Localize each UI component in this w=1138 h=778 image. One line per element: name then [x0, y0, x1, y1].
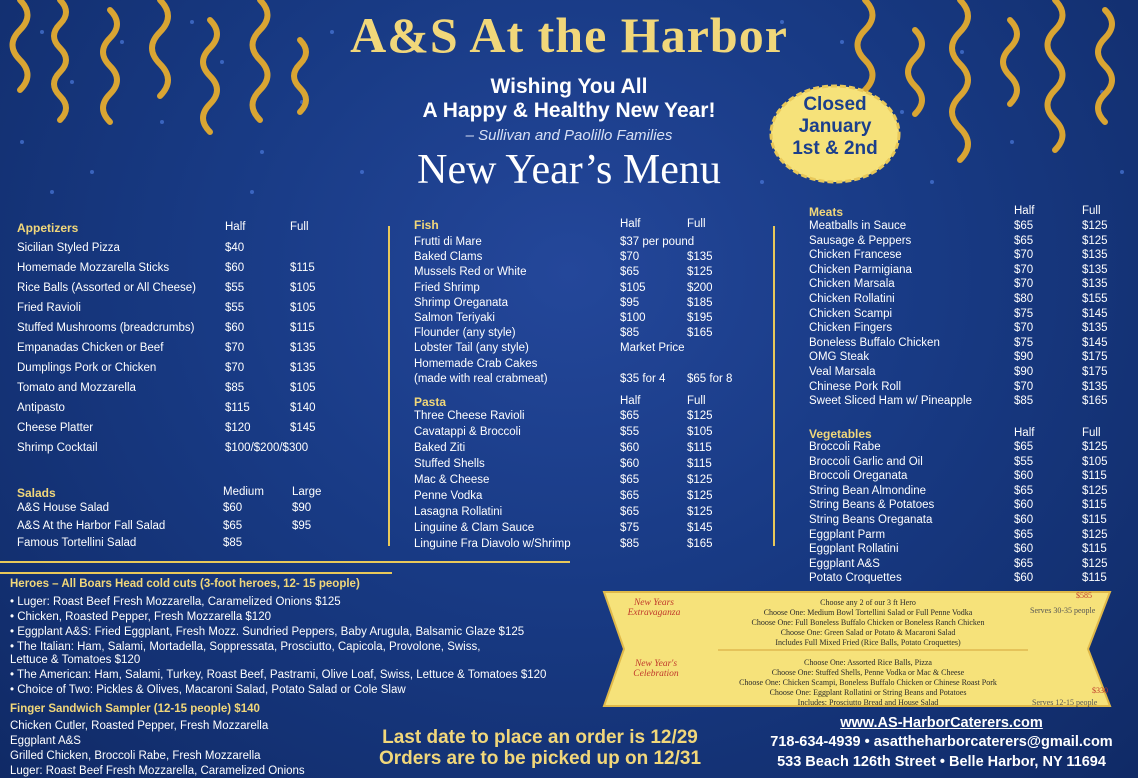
item-name: Linguine Fra Diavolo w/Shrimp [414, 538, 571, 550]
item-name: Broccoli Rabe [809, 441, 881, 453]
item-price-half: $85 [620, 327, 640, 340]
hero-line: Lettuce & Tomatoes $120 [10, 654, 141, 666]
item-price-half: Market Price [620, 342, 685, 355]
package-line: Choose One: Eggplant Rollatini or String Beans and Potatoes [769, 688, 967, 697]
item-price-half: $65 [1014, 441, 1034, 453]
item-price-half: $105 [620, 281, 646, 294]
item-price-full: $115 [687, 458, 712, 470]
appetizers-title: Appetizers [17, 221, 79, 235]
pasta-column-header: Half [620, 395, 641, 407]
sampler-line: Eggplant A&S [10, 735, 81, 747]
vegetables-column-header: Full [1082, 427, 1101, 439]
hero-line: • Luger: Roast Beef Fresh Mozzarella, Caramelized Onions $125 [10, 596, 341, 608]
item-name: Famous Tortellini Salad [17, 537, 137, 549]
item-price-half: $70 [1014, 263, 1034, 276]
item-name: A&S At the Harbor Fall Salad [17, 519, 166, 532]
item-price-half: $65 [223, 519, 243, 532]
package-line: Choose One: Stuffed Shells, Penne Vodka or Mac & Cheese [771, 668, 965, 677]
item-name: Lobster Tail (any style) [414, 342, 529, 355]
pasta-column-header: Full [687, 395, 706, 407]
item-price-full: $105 [290, 302, 316, 314]
item-price-full: $105 [290, 382, 316, 394]
item-price-half: $70 [225, 362, 245, 374]
item-price-full: $195 [687, 312, 713, 324]
item-price-half: $55 [225, 302, 245, 314]
item-price-full: $95 [292, 519, 312, 532]
item-name: Shrimp Oreganata [414, 296, 508, 309]
column-divider [773, 226, 775, 546]
item-name: Chicken Parmigiana [809, 263, 912, 276]
item-name: Dumplings Pork or Chicken [17, 362, 157, 374]
item-price-half: $65 [620, 410, 640, 422]
item-name: Cavatappi & Broccoli [414, 426, 521, 438]
section-divider [0, 561, 570, 563]
item-price-full: $115 [1082, 499, 1107, 512]
item-name: Chicken Fingers [809, 322, 893, 335]
item-price-half: $100/$200/$300 [225, 442, 309, 454]
fish-title: Fish [414, 218, 439, 232]
item-name: Chicken Scampi [809, 307, 893, 320]
item-price-half: $65 [1014, 234, 1034, 247]
extravaganza-serves: Serves 30-35 people [1030, 606, 1096, 615]
celebration-label: New Year's Celebration [633, 659, 679, 679]
item-price-full: $175 [1082, 366, 1108, 378]
hero-line: • Choice of Two: Pickles & Olives, Macaroni Salad, Potato Salad or Cole Slaw [10, 684, 406, 696]
item-price-full: $125 [687, 490, 713, 502]
item-name: String Bean Almondine [809, 484, 926, 497]
item-price-full: $125 [687, 266, 713, 279]
website-link[interactable]: www.AS-HarborCaterers.com [840, 715, 1043, 731]
item-price-full: $105 [687, 426, 713, 438]
item-price-half: $65 [620, 266, 640, 279]
meats-column-header: Half [1014, 205, 1035, 217]
item-price-half: $65 [620, 490, 640, 502]
heroes-title: Heroes – All Boars Head cold cuts (3-foot heroes, 12- 15 people) [10, 578, 360, 590]
item-price-half: $90 [1014, 366, 1034, 378]
item-price-half: $65 [1014, 557, 1034, 570]
item-name: String Beans & Potatoes [809, 499, 935, 512]
pickup-date: Orders are to be picked up on 12/31 [378, 748, 702, 769]
item-price-half: $60 [620, 458, 640, 470]
item-price-half: $95 [620, 296, 640, 309]
item-price-full: $125 [687, 410, 713, 422]
item-name: Salmon Teriyaki [414, 312, 495, 324]
item-price-half: $85 [1014, 395, 1034, 408]
item-name: Stuffed Shells [414, 458, 485, 470]
item-price-half: $70 [1014, 249, 1034, 262]
item-price-half: $115 [225, 402, 250, 414]
item-name: Broccoli Garlic and Oil [809, 455, 923, 468]
item-price-half: $35 for 4 [620, 372, 666, 385]
meats-column-header: Full [1082, 205, 1101, 217]
item-name: Tomato and Mozzarella [17, 382, 136, 394]
package-line: Choose One: Green Salad or Potato & Macaroni Salad [780, 628, 956, 637]
item-price-full: $125 [1082, 234, 1108, 247]
item-price-half: $60 [620, 442, 640, 454]
column-divider [388, 226, 390, 546]
item-price-half: $70 [620, 251, 640, 264]
item-price-full: $135 [1082, 278, 1108, 291]
closed-line-1: Closed [803, 94, 867, 115]
item-price-half: $70 [1014, 322, 1034, 335]
item-price-full: $145 [1082, 336, 1108, 349]
item-name: Chicken Marsala [809, 278, 895, 291]
item-price-full: $115 [290, 322, 315, 334]
item-price-full: $125 [1082, 484, 1108, 497]
extravaganza-price: $585 [1076, 591, 1092, 600]
item-name: Frutti di Mare [414, 236, 482, 248]
item-name: Penne Vodka [414, 490, 483, 502]
appetizers-column-header: Half [225, 221, 246, 233]
greeting-line-1: Wishing You All [490, 75, 648, 98]
sampler-line: Luger: Roast Beef Fresh Mozzarella, Caramelized Onions [10, 765, 305, 777]
item-price-half: $70 [225, 342, 245, 354]
item-price-full: $145 [290, 422, 316, 434]
item-price-full: $140 [290, 402, 316, 414]
item-name: Chinese Pork Roll [809, 380, 902, 393]
item-name: String Beans Oreganata [809, 514, 933, 526]
item-price-half: $40 [225, 242, 245, 254]
phone-email[interactable]: 718-634-4939 • asattheharborcaterers@gmail.com [770, 734, 1113, 750]
item-name: Veal Marsala [809, 366, 876, 378]
item-price-full: $115 [1082, 572, 1107, 585]
item-name: Fried Shrimp [414, 281, 480, 294]
item-price-half: $60 [1014, 572, 1034, 585]
item-price-half: $60 [1014, 514, 1034, 526]
item-price-half: $100 [620, 312, 646, 324]
item-price-half: $65 [1014, 484, 1034, 497]
item-price-half: $65 [620, 506, 640, 518]
item-price-half: $55 [225, 282, 245, 294]
item-price-full: $115 [1082, 543, 1107, 556]
item-name: Chicken Francese [809, 249, 902, 262]
fish-column-header: Full [687, 218, 706, 230]
item-price-half: $60 [1014, 543, 1034, 556]
item-price-full: $135 [290, 362, 316, 374]
item-price-full: $165 [687, 538, 713, 550]
item-price-full: $65 for 8 [687, 372, 733, 385]
item-price-full: $145 [687, 522, 713, 534]
item-price-full: $145 [1082, 307, 1108, 320]
package-line: Choose One: Chicken Scampi, Boneless Buffalo Chicken or Chinese Roast Pork [739, 678, 997, 687]
item-name: OMG Steak [809, 351, 870, 364]
item-price-half: $60 [1014, 499, 1034, 512]
item-price-full: $125 [1082, 441, 1108, 453]
item-price-half: $60 [1014, 470, 1034, 483]
closed-line-2: January [798, 116, 872, 137]
item-price-full: $105 [290, 282, 316, 294]
salads-column-header: Large [292, 486, 322, 498]
item-name: Eggplant A&S [809, 557, 880, 570]
item-price-full: $135 [1082, 263, 1108, 276]
item-price-half: $65 [1014, 220, 1034, 232]
item-price-full: $115 [290, 262, 315, 274]
pasta-title: Pasta [414, 395, 447, 409]
fish-column-header: Half [620, 218, 641, 230]
item-price-full: $105 [1082, 455, 1108, 468]
item-price-full: $175 [1082, 351, 1108, 364]
item-price-half: $85 [620, 538, 640, 550]
item-price-full: $135 [1082, 380, 1108, 393]
item-name: Empanadas Chicken or Beef [17, 342, 164, 354]
order-deadline: Last date to place an order is 12/29 [382, 727, 698, 748]
item-name: Stuffed Mushrooms (breadcrumbs) [17, 322, 195, 334]
package-line: Includes: Prosciutto Bread and House Salad [797, 698, 939, 707]
brand-name: A&S At the Harbor [350, 7, 788, 63]
item-price-full: $125 [1082, 557, 1108, 570]
item-name: (made with real crabmeat) [414, 372, 548, 385]
package-line: Choose One: Medium Bowl Tortellini Salad or Full Penne Vodka [763, 608, 973, 617]
item-price-full: $155 [1082, 293, 1108, 305]
item-price-half: $85 [225, 382, 245, 394]
item-price-full: $185 [687, 296, 713, 309]
item-name: Sausage & Peppers [809, 234, 912, 247]
item-price-full: $165 [1082, 395, 1108, 408]
closed-badge [768, 84, 902, 184]
vegetables-column-header: Half [1014, 427, 1035, 439]
item-name: Baked Clams [414, 251, 483, 264]
item-name: Fried Ravioli [17, 302, 81, 314]
item-name: Antipasto [17, 402, 65, 414]
item-price-half: $60 [225, 262, 245, 274]
item-name: Mac & Cheese [414, 474, 490, 486]
item-price-full: $135 [1082, 249, 1108, 262]
salads-column-header: Medium [223, 486, 264, 498]
hero-line: • Eggplant A&S: Fried Eggplant, Fresh Mozz. Sundried Peppers, Baby Arugula, Balsamic Glaze $125 [10, 626, 525, 638]
item-price-half: $90 [1014, 351, 1034, 364]
item-price-half: $75 [1014, 336, 1034, 349]
item-price-full: $125 [687, 506, 713, 518]
item-name: Potato Croquettes [809, 572, 902, 585]
item-price-half: $37 per pound [620, 236, 695, 248]
family-signature: – Sullivan and Paolillo Families [465, 127, 673, 144]
package-line: Includes Full Mixed Fried (Rice Balls, Potato Croquettes) [775, 638, 961, 647]
item-name: Cheese Platter [17, 422, 94, 434]
item-price-full: $125 [687, 474, 713, 486]
item-name: Flounder (any style) [414, 327, 516, 340]
item-name: Sweet Sliced Ham w/ Pineapple [809, 395, 972, 408]
packages-ticket [598, 588, 1118, 710]
item-price-half: $75 [1014, 307, 1034, 320]
item-price-half: $55 [1014, 455, 1034, 468]
item-name: Chicken Rollatini [809, 293, 895, 305]
sampler-title: Finger Sandwich Sampler (12-15 people) $140 [10, 703, 260, 715]
item-name: Sicilian Styled Pizza [17, 242, 120, 254]
extravaganza-label: New Years Extravaganza [627, 598, 681, 618]
item-price-half: $80 [1014, 293, 1034, 305]
item-price-half: $65 [1014, 528, 1034, 541]
item-price-half: $60 [225, 322, 245, 334]
item-name: Homemade Mozzarella Sticks [17, 262, 170, 274]
item-price-half: $120 [225, 422, 251, 434]
item-name: Eggplant Rollatini [809, 543, 899, 556]
item-name: Broccoli Oreganata [809, 470, 908, 483]
item-name: Three Cheese Ravioli [414, 410, 525, 422]
item-price-half: $70 [1014, 278, 1034, 291]
celebration-price: $330 [1092, 686, 1108, 695]
item-price-half: $85 [223, 537, 243, 549]
item-price-full: $200 [687, 281, 713, 294]
hero-line: • Chicken, Roasted Pepper, Fresh Mozzarella $120 [10, 611, 271, 623]
item-price-full: $115 [1082, 470, 1107, 483]
greeting-line-2: A Happy & Healthy New Year! [422, 99, 716, 122]
vegetables-title: Vegetables [809, 427, 872, 441]
item-name: Meatballs in Sauce [809, 220, 907, 232]
appetizers-column-header: Full [290, 221, 309, 233]
sampler-line: Grilled Chicken, Broccoli Rabe, Fresh Mozzarella [10, 750, 261, 762]
package-line: Choose One: Full Boneless Buffalo Chicken or Boneless Ranch Chicken [751, 618, 985, 627]
hero-line: • The American: Ham, Salami, Turkey, Roast Beef, Pastrami, Olive Loaf, Swiss, Lettuce & Tomatoes $120 [10, 669, 547, 681]
item-price-full: $135 [687, 251, 713, 264]
sampler-line: Chicken Cutler, Roasted Pepper, Fresh Mozzarella [10, 720, 269, 732]
item-price-full: $135 [290, 342, 316, 354]
item-price-half: $70 [1014, 380, 1034, 393]
item-price-full: $165 [687, 327, 713, 340]
item-name: Rice Balls (Assorted or All Cheese) [17, 282, 196, 294]
package-line: Choose One: Assorted Rice Balls, Pizza [804, 658, 932, 667]
item-name: Linguine & Clam Sauce [414, 522, 535, 534]
closed-line-3: 1st & 2nd [792, 138, 878, 159]
meats-title: Meats [809, 205, 844, 219]
brand-logo [0, 6, 1138, 64]
item-name: Homemade Crab Cakes [414, 357, 538, 370]
item-name: Mussels Red or White [414, 266, 527, 279]
hero-line: • The Italian: Ham, Salami, Mortadella, Soppressata, Prosciutto, Capicola, Provolone, Swiss, [10, 641, 481, 653]
item-price-half: $60 [223, 502, 243, 514]
salads-title: Salads [17, 486, 56, 500]
item-price-full: $115 [1082, 514, 1107, 526]
item-price-half: $65 [620, 474, 640, 486]
item-price-full: $135 [1082, 322, 1108, 335]
item-price-full: $90 [292, 502, 312, 514]
item-name: A&S House Salad [17, 502, 110, 514]
item-name: Boneless Buffalo Chicken [809, 336, 940, 349]
package-line: Choose any 2 of our 3 ft Hero [820, 598, 916, 607]
item-price-full: $115 [687, 442, 712, 454]
item-name: Shrimp Cocktail [17, 442, 98, 454]
item-price-full: $125 [1082, 528, 1108, 541]
item-price-full: $125 [1082, 220, 1108, 232]
item-name: Eggplant Parm [809, 528, 886, 541]
address: 533 Beach 126th Street • Belle Harbor, NY 11694 [777, 754, 1106, 770]
menu-title: New Year’s Menu [417, 147, 721, 193]
item-name: Lasagna Rollatini [414, 506, 503, 518]
item-price-half: $75 [620, 522, 640, 534]
item-name: Baked Ziti [414, 442, 466, 454]
celebration-serves: Serves 12-15 people [1032, 698, 1098, 707]
item-price-half: $55 [620, 426, 640, 438]
section-divider [0, 572, 392, 574]
